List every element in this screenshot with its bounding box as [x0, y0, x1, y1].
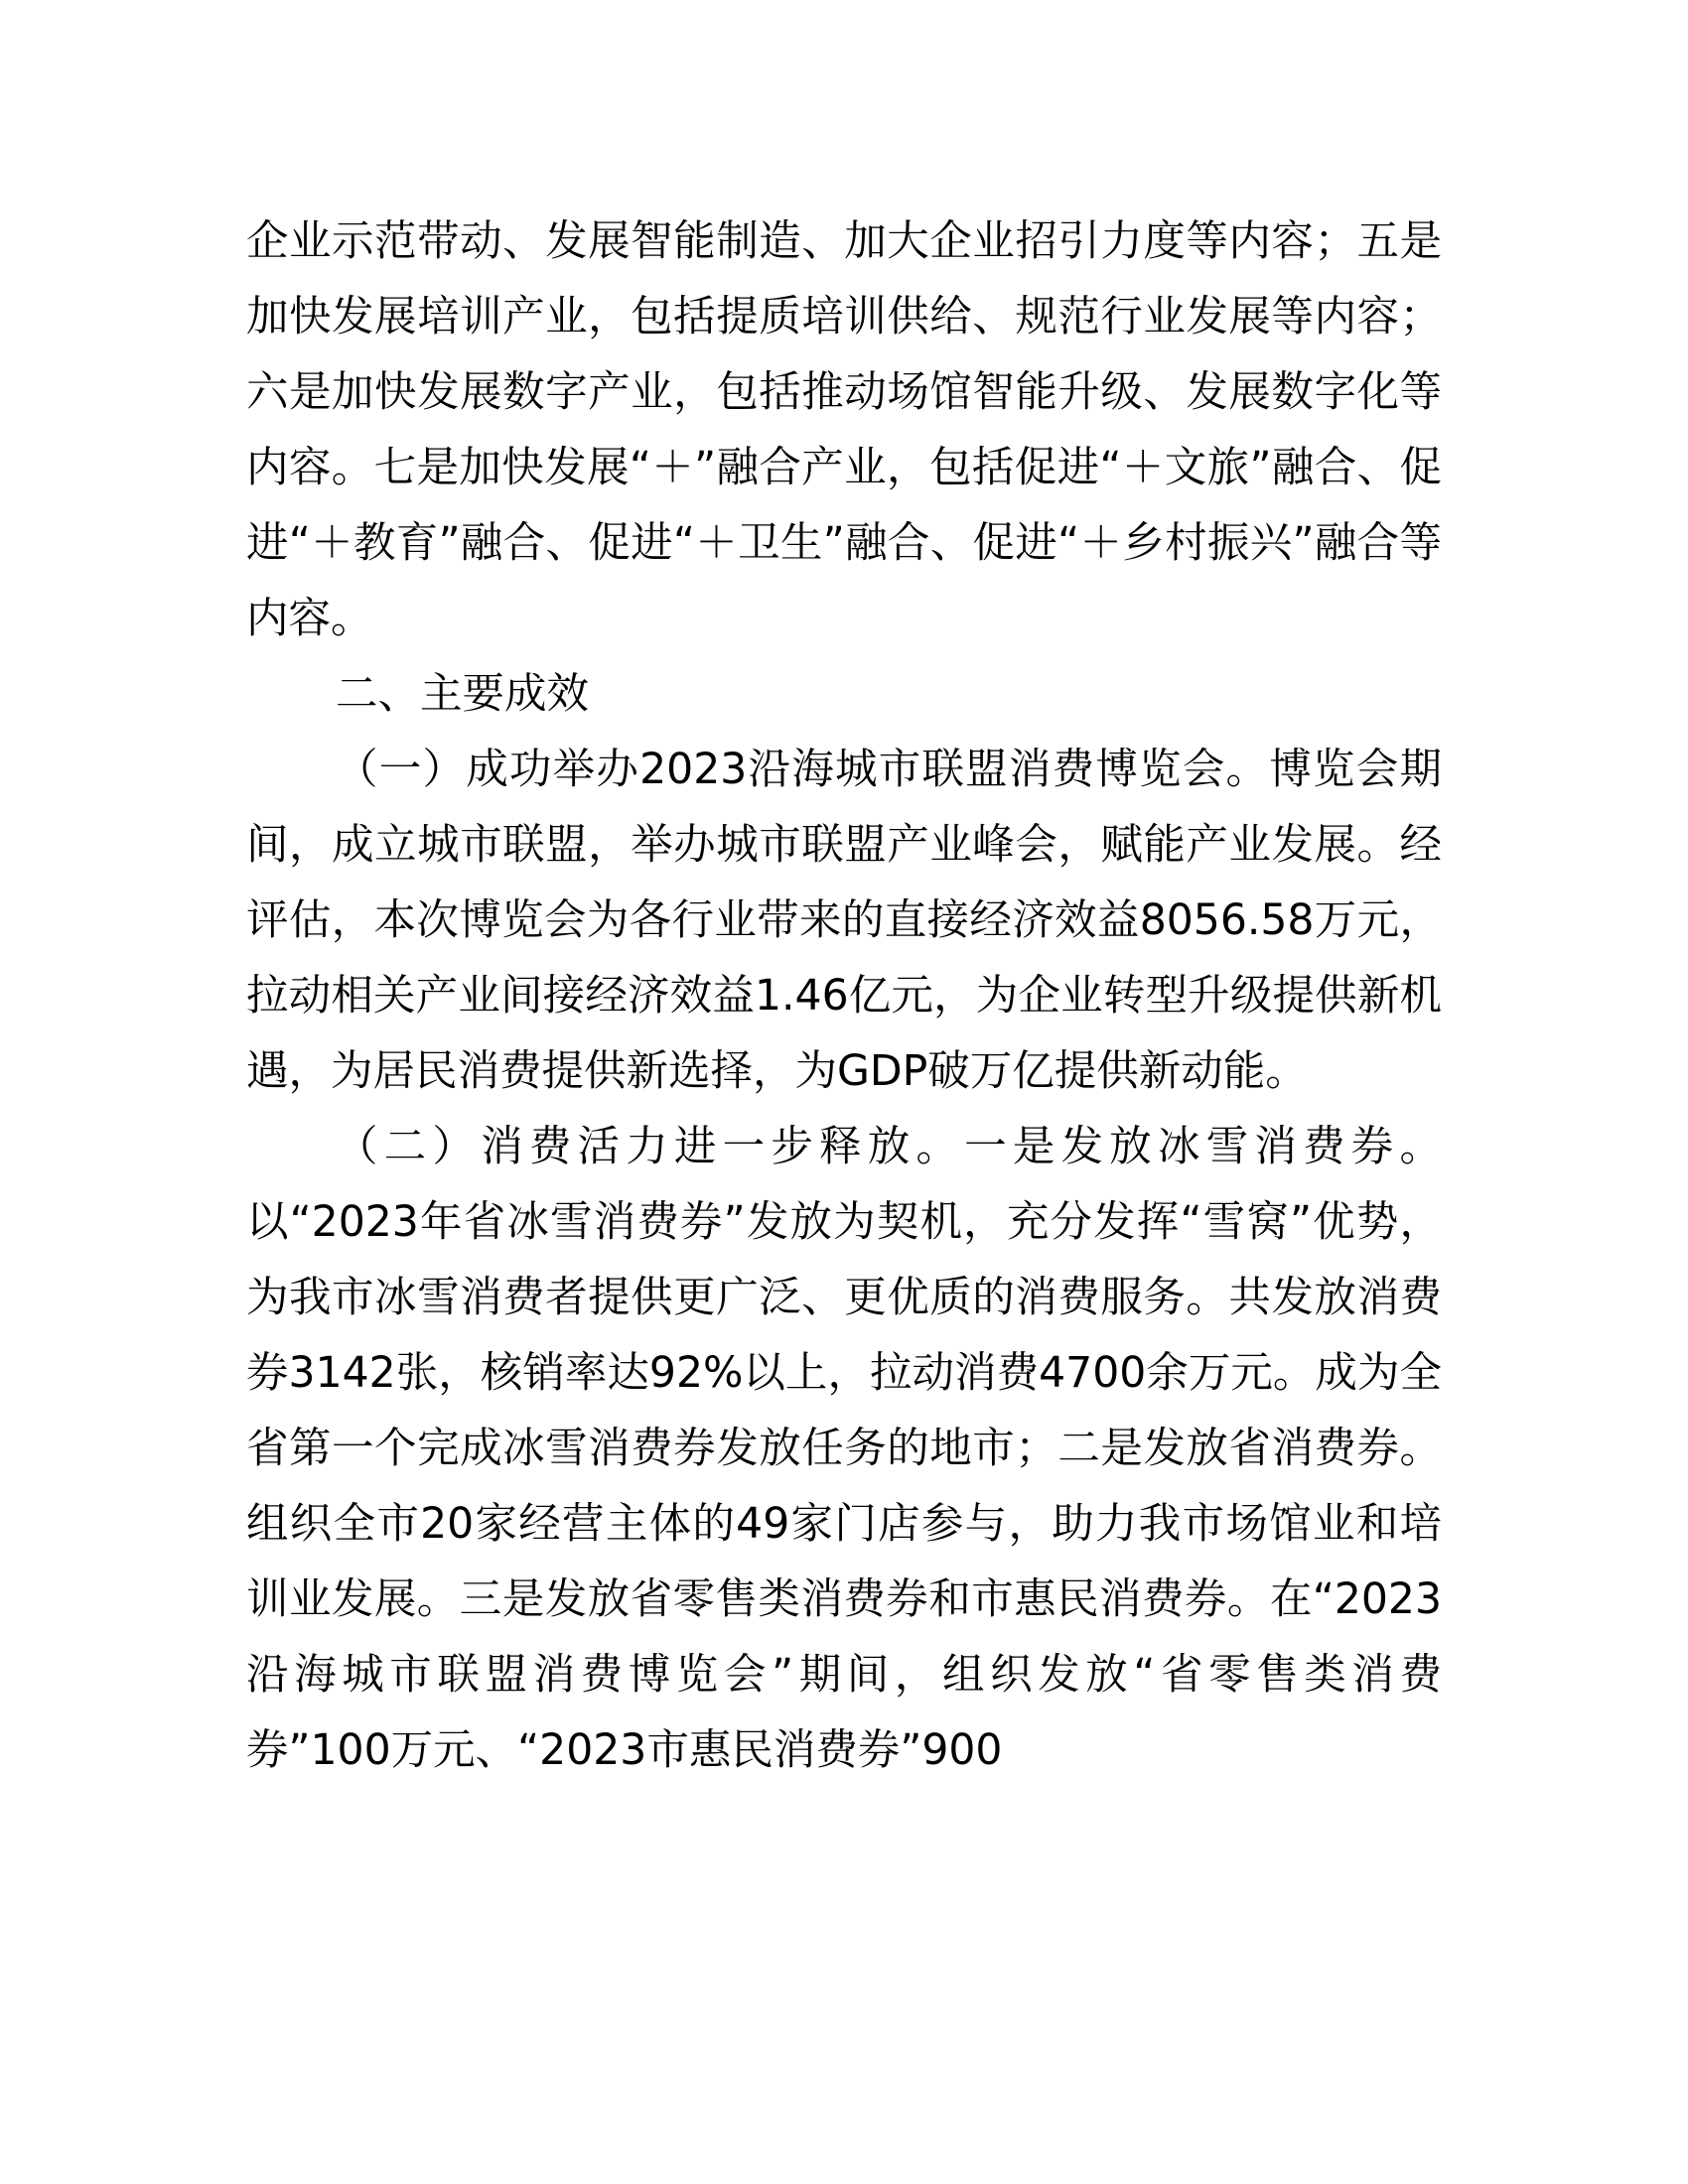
document-body	[246, 205, 1442, 1789]
paragraph-consumption: （二）消费活力进一步释放。一是发放冰雪消费券。以“2023年省冰雪消费券”发放为契机，充分发挥“雪窝”优势，为我市冰雪消费者提供更广泛、更优质的消费服务。共发放消费券3142张，核销率达92%以上，拉动消费4700余万元。成为全省第一个完成冰雪消费券发放任务的地市；二是发放省消费券。组织全市20家经营主体的49家门店参与，助力我市场馆业和培训业发展。三是发放省零售类消费券和市惠民消费券。在“2023沿海城市联盟消费博览会”期间，组织发放“省零售类消费券”100万元、“2023市惠民消费券”900	[246, 1123, 1442, 1775]
paragraph-expo: （一）成功举办2023沿海城市联盟消费博览会。博览会期间，成立城市联盟，举办城市联盟产业峰会，赋能产业发展。经评估，本次博览会为各行业带来的直接经济效益8056.58万元，拉动相关产业间接经济效益1.46亿元，为企业转型升级提供新机遇，为居民消费提供新选择，为GDP破万亿提供新动能。	[246, 746, 1442, 1096]
section-heading-main-results: 二、主要成效	[336, 670, 590, 719]
paragraph-continuation: 企业示范带动、发展智能制造、加大企业招引力度等内容；五是加快发展培训产业，包括提质培训供给、规范行业发展等内容；六是加快发展数字产业，包括推动场馆智能升级、发展数字化等内容。七是加快发展“＋”融合产业，包括促进“＋文旅”融合、促进“＋教育”融合、促进“＋卫生”融合、促进“＋乡村振兴”融合等内容。	[246, 217, 1442, 643]
